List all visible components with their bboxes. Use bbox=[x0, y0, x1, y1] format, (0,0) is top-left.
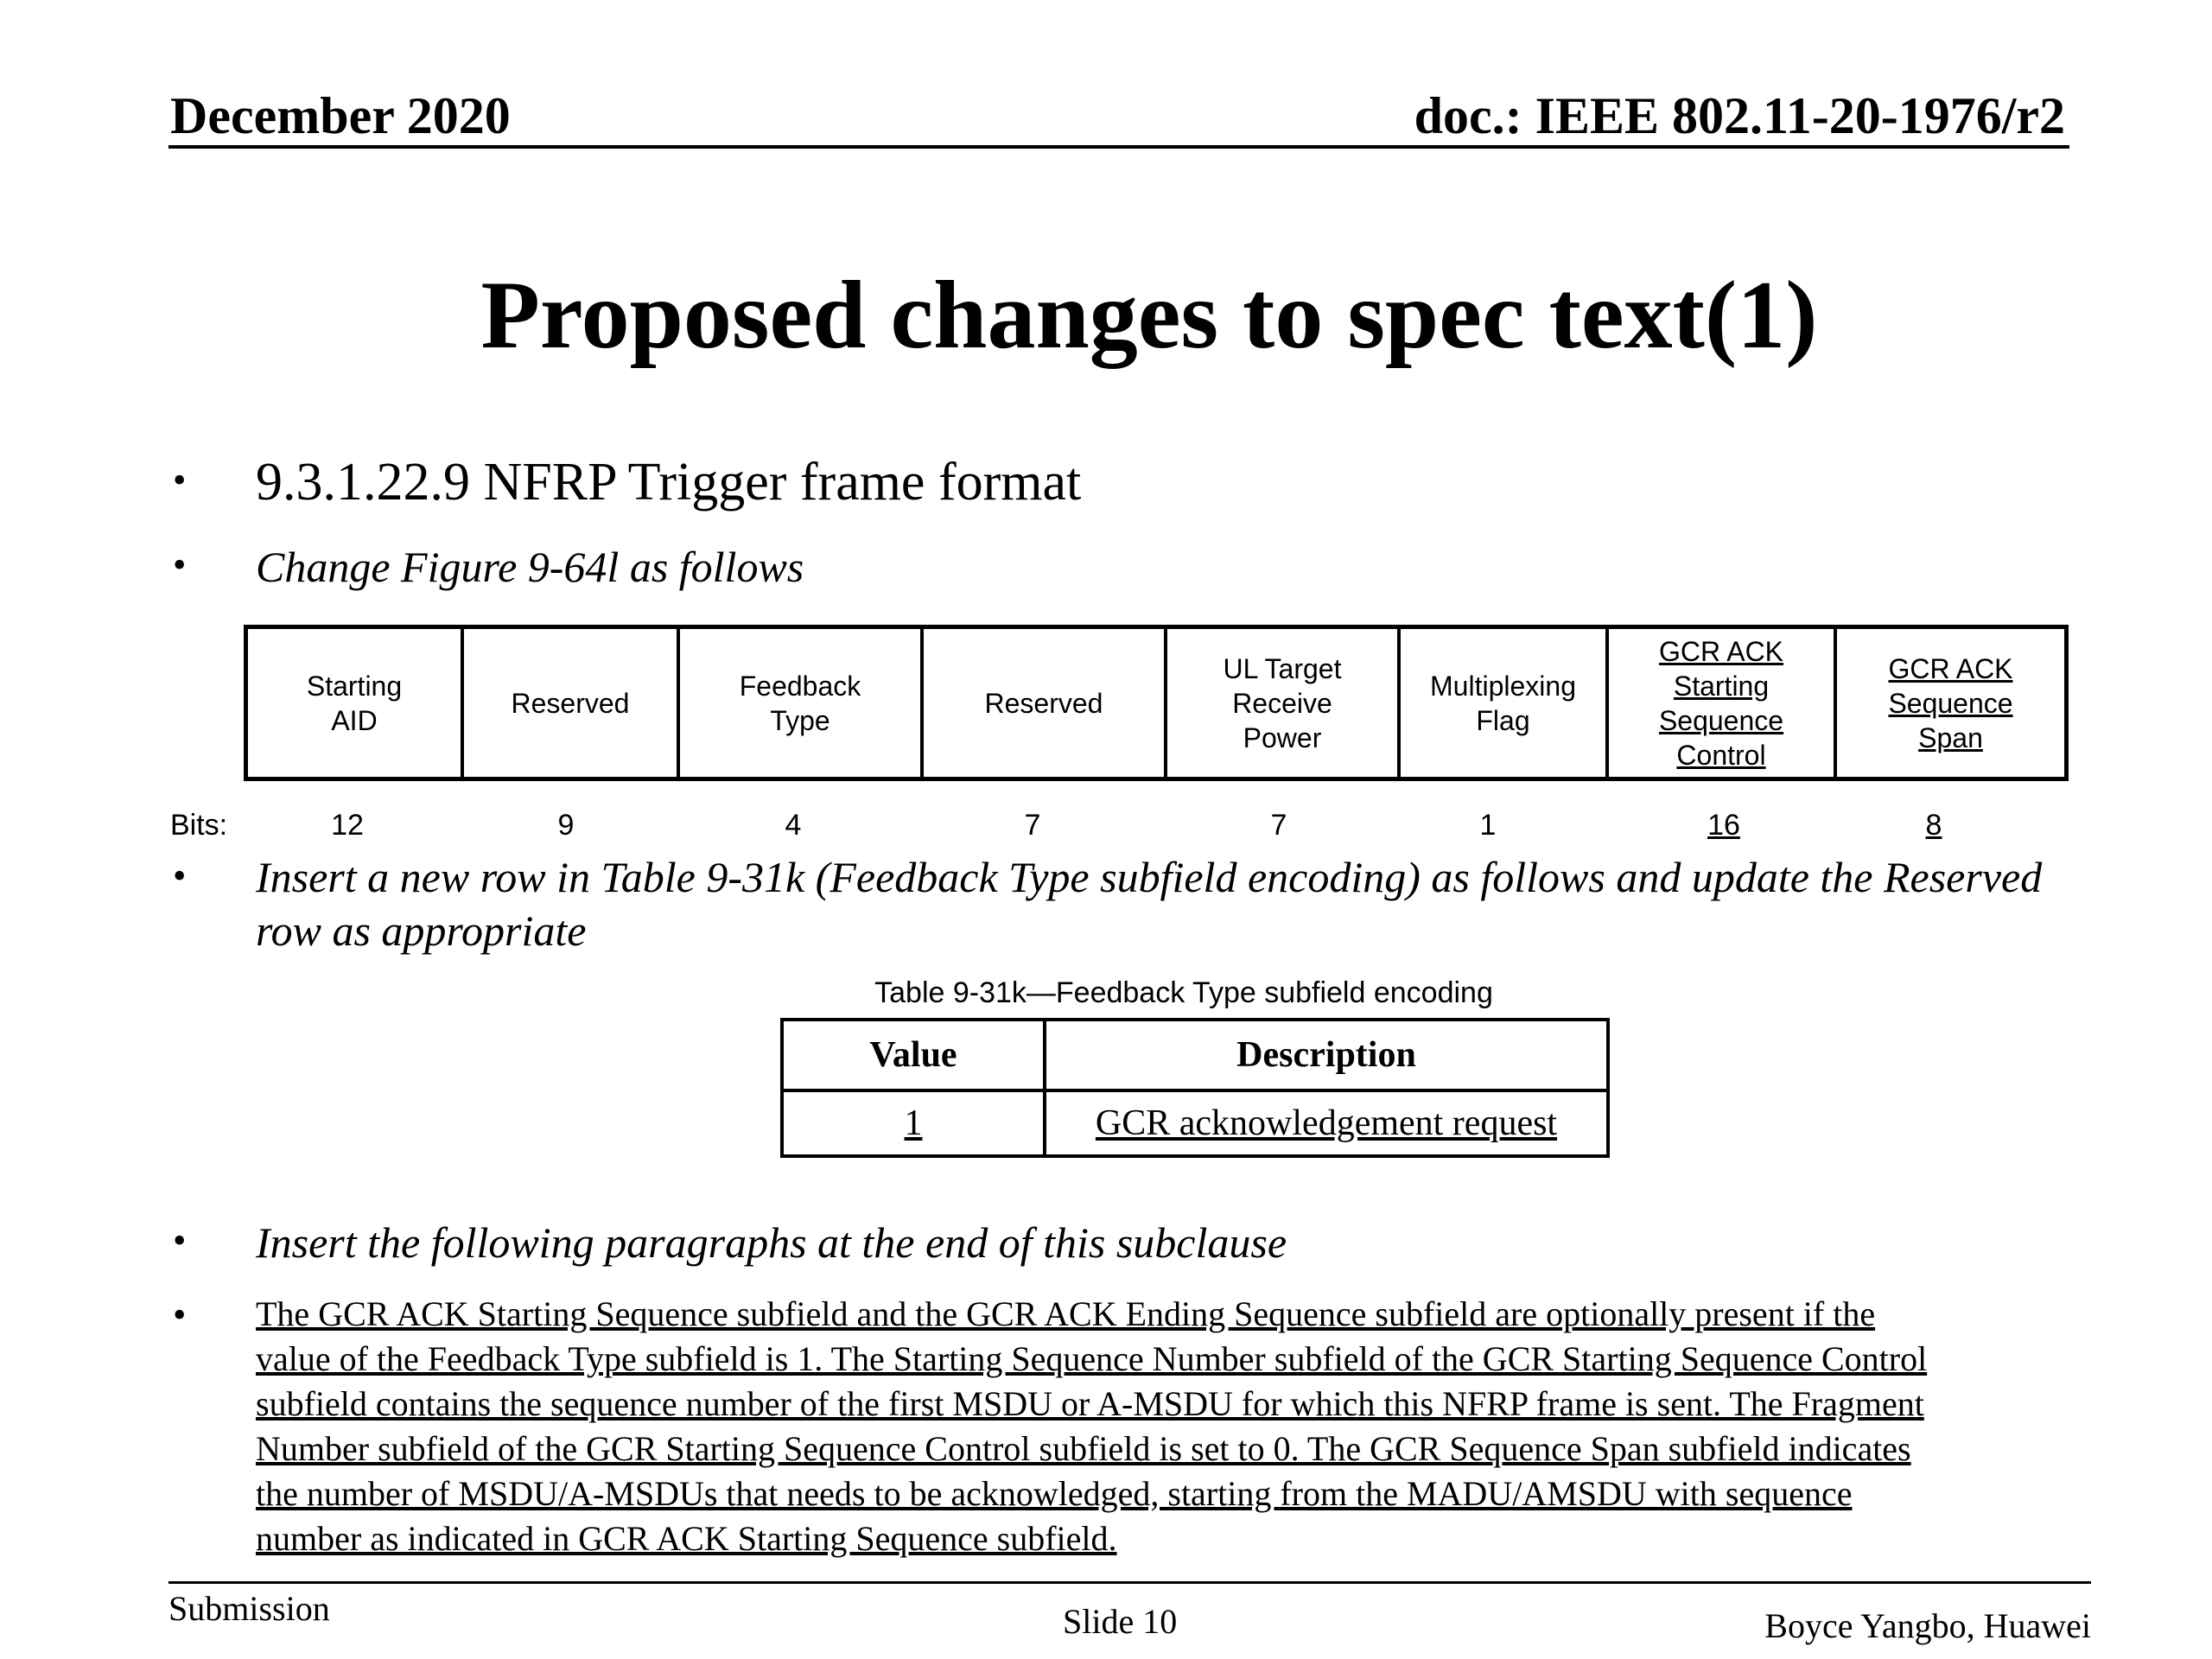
field-feedback-type: Feedback Type bbox=[680, 629, 924, 777]
table-caption: Table 9-31k—Feedback Type subfield encoding bbox=[874, 976, 1493, 1009]
field-gcr-ack-sequence-span: GCR ACK Sequence Span bbox=[1888, 652, 2013, 753]
table-header-description: Description bbox=[1045, 1020, 1608, 1090]
bullet-section-heading: 9.3.1.22.9 NFRP Trigger frame format bbox=[256, 453, 1082, 512]
field-reserved-1: Reserved bbox=[464, 629, 680, 777]
bullet-instruction-table-line2: row as appropriate bbox=[256, 906, 587, 955]
bits-value: 12 bbox=[331, 809, 364, 842]
footer-slide-number: Slide 10 bbox=[1063, 1602, 1178, 1641]
bits-row bbox=[0, 808, 2212, 846]
paragraph-line: number as indicated in GCR ACK Starting Sequence subfield. bbox=[256, 1519, 1117, 1558]
header-date: December 2020 bbox=[170, 87, 511, 144]
field-starting-aid: Starting AID bbox=[248, 629, 464, 777]
table-cell-value: 1 bbox=[782, 1090, 1045, 1156]
footer-divider bbox=[168, 1581, 2091, 1584]
bullet-instruction-paragraphs: Insert the following paragraphs at the end of this subclause bbox=[256, 1218, 1287, 1267]
field-multiplexing-flag: Multiplexing Flag bbox=[1401, 629, 1609, 777]
bullet-marker: • bbox=[173, 1219, 187, 1262]
paragraph-line: The GCR ACK Starting Sequence subfield and the GCR ACK Ending Sequence subfield are optionally present if the bbox=[256, 1294, 1876, 1333]
bullet-marker: • bbox=[173, 459, 187, 501]
bullet-instruction-table-line1: Insert a new row in Table 9-31k (Feedback Type subfield encoding) as follows and update the Reserved bbox=[256, 853, 2043, 901]
bits-value: 8 bbox=[1925, 809, 1942, 842]
bits-value: 16 bbox=[1707, 809, 1740, 842]
feedback-type-encoding-table bbox=[780, 1018, 1610, 1158]
frame-format-figure bbox=[244, 625, 2069, 781]
bits-value: 1 bbox=[1479, 809, 1497, 842]
bullet-marker: • bbox=[173, 1294, 187, 1336]
bits-value: 4 bbox=[785, 809, 802, 842]
bullet-marker: • bbox=[173, 543, 187, 586]
bits-value: 7 bbox=[1024, 809, 1041, 842]
paragraph-line: value of the Feedback Type subfield is 1. The Starting Sequence Number subfield of the GCR Starting Sequence Control bbox=[256, 1339, 1928, 1378]
bullet-instruction-figure: Change Figure 9-64l as follows bbox=[256, 543, 804, 591]
field-ul-target-receive-power: UL Target Receive Power bbox=[1167, 629, 1401, 777]
table-cell-description: GCR acknowledgement request bbox=[1045, 1090, 1608, 1156]
bits-label: Bits: bbox=[170, 809, 228, 842]
paragraph-line: Number subfield of the GCR Starting Sequence Control subfield is set to 0. The GCR Sequence Span subfield indicates bbox=[256, 1429, 1911, 1468]
paragraph-line: subfield contains the sequence number of the first MSDU or A-MSDU for which this NFRP frame is sent. The Fragment bbox=[256, 1384, 1924, 1423]
field-gcr-ack-starting-sequence-control: GCR ACK Starting Sequence Control bbox=[1609, 629, 1837, 777]
bits-value: 9 bbox=[557, 809, 575, 842]
header-divider bbox=[168, 145, 2069, 149]
table-row bbox=[782, 1090, 1608, 1156]
slide-title: Proposed changes to spec text(1) bbox=[480, 262, 1818, 369]
inserted-paragraph bbox=[256, 1292, 2079, 1561]
bits-value: 7 bbox=[1270, 809, 1287, 842]
field-reserved-2: Reserved bbox=[924, 629, 1167, 777]
header-doc-id: doc.: IEEE 802.11-20-1976/r2 bbox=[1414, 87, 2065, 144]
footer-author: Boyce Yangbo, Huawei bbox=[1764, 1606, 2091, 1645]
bullet-marker: • bbox=[173, 855, 187, 897]
table-header-value: Value bbox=[782, 1020, 1045, 1090]
footer-submission: Submission bbox=[168, 1589, 330, 1628]
table-header-row bbox=[782, 1020, 1608, 1090]
paragraph-line: the number of MSDU/A-MSDUs that needs to be acknowledged, starting from the MADU/AMSDU with sequence bbox=[256, 1474, 1853, 1513]
